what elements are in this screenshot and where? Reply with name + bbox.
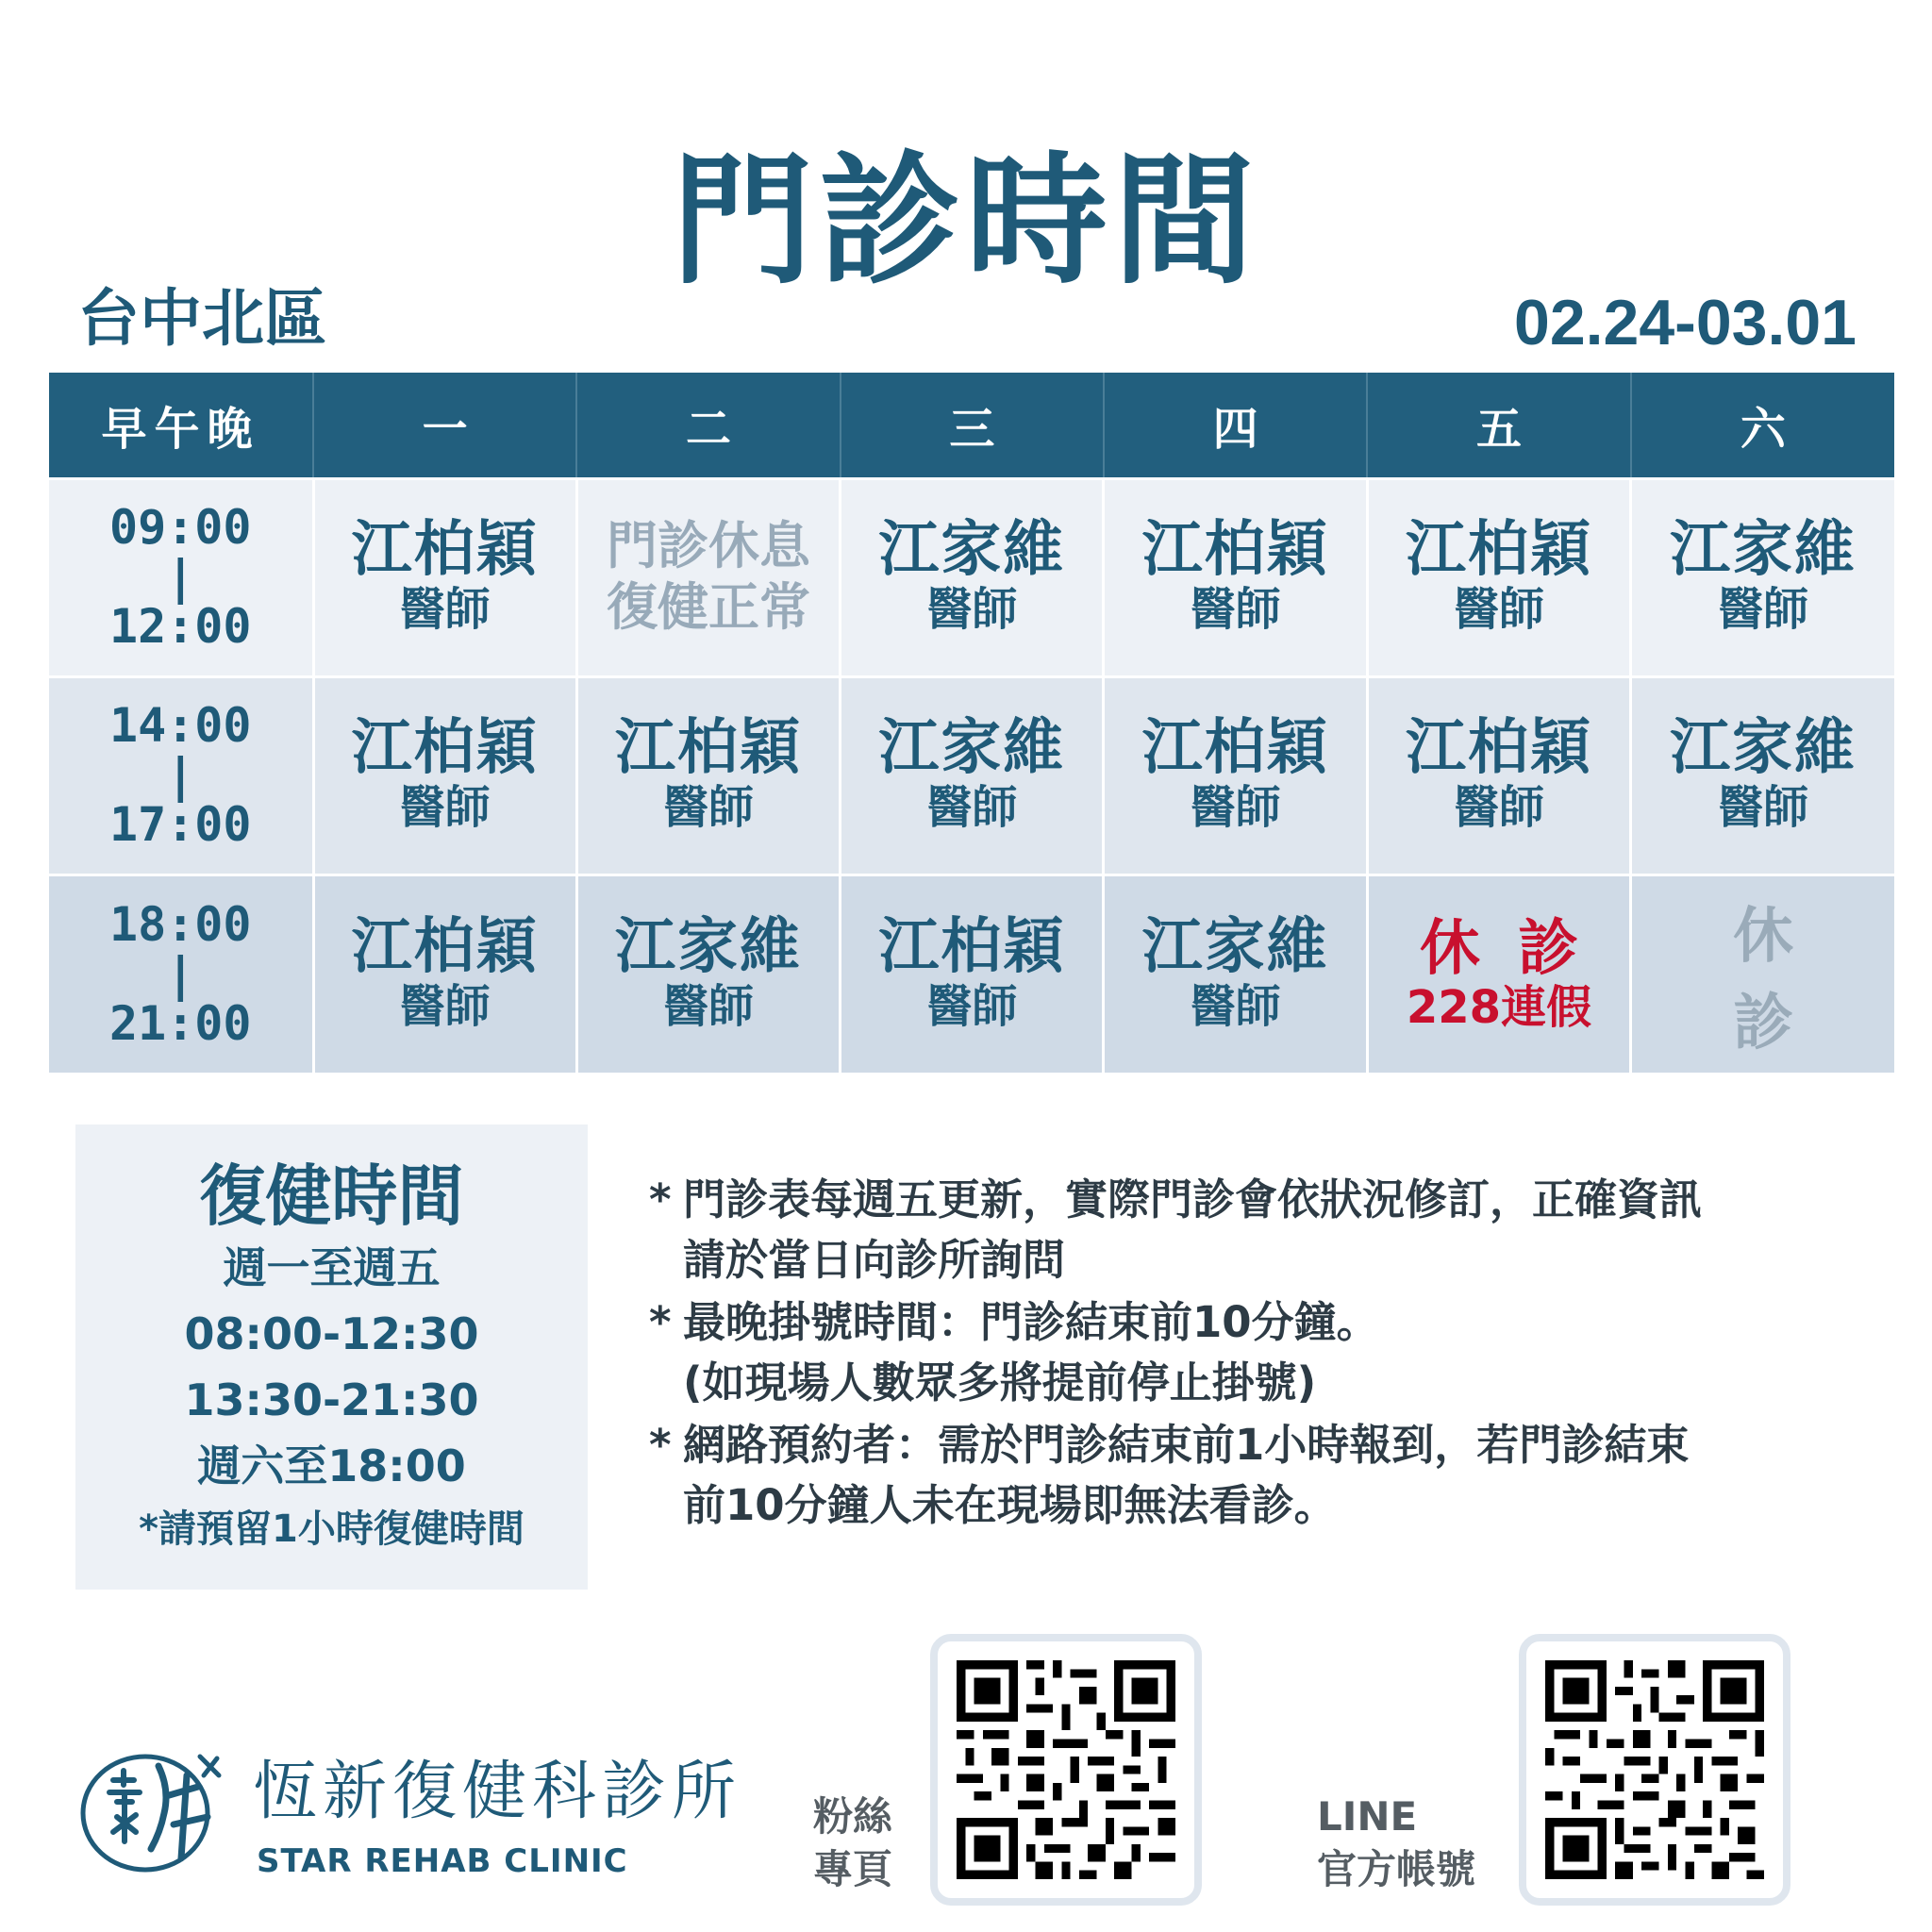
- schedule-cell: [313, 478, 576, 676]
- doctor-name: 江柏穎: [351, 713, 539, 783]
- date-range: 02.24-03.01: [1514, 287, 1857, 358]
- region-label: 台中北區: [77, 282, 326, 355]
- time-end: 17:00: [108, 797, 252, 853]
- clinic-schedule-table: [49, 373, 1894, 1073]
- doctor-name: 江家維: [614, 911, 802, 982]
- time-slot-cell: [49, 874, 313, 1073]
- doctor-name: 江柏穎: [878, 911, 1066, 982]
- notice-line: 前10分鐘人未在現場即無法看診。: [683, 1480, 1337, 1530]
- schedule-cell: [576, 874, 840, 1073]
- closed-label: 休診: [1733, 901, 1851, 1058]
- schedule-row-evening: [49, 874, 1894, 1073]
- doctor-name: 江柏穎: [614, 713, 802, 783]
- rehab-slot-afternoon: 13:30-21:30: [184, 1374, 479, 1425]
- doctor-title: 醫師: [1190, 583, 1281, 637]
- notice-line: 網路預約者：需於門診結束前1小時報到，若門診結束: [683, 1420, 1690, 1470]
- schedule-cell: [1367, 478, 1630, 676]
- doctor-name: 江家維: [878, 713, 1066, 783]
- schedule-cell: [841, 874, 1104, 1073]
- time-start: 18:00: [108, 897, 252, 952]
- doctor-title: 醫師: [1190, 781, 1281, 835]
- time-separator: |: [166, 946, 195, 1002]
- doctor-name: 江柏穎: [1141, 515, 1329, 585]
- time-slot-cell: [49, 676, 313, 874]
- day-header-sat: 六: [1631, 373, 1894, 478]
- notice-line: (如現場人數眾多將提前停止掛號): [683, 1357, 1317, 1407]
- qr-code-graphic: [1545, 1660, 1764, 1879]
- page-title: 門診時間: [671, 140, 1260, 304]
- schedule-cell: [313, 874, 576, 1073]
- doctor-title: 醫師: [1453, 583, 1544, 637]
- day-header-tue: 二: [576, 373, 840, 478]
- rehab-normal-note: 復健正常: [606, 577, 810, 637]
- doctor-title: 醫師: [1718, 781, 1809, 835]
- time-start: 09:00: [108, 500, 252, 556]
- time-separator: |: [166, 747, 195, 803]
- time-start: 14:00: [108, 698, 252, 754]
- doctor-name: 江家維: [1141, 911, 1329, 982]
- rehab-hours-box: [75, 1124, 588, 1590]
- doctor-title: 醫師: [926, 980, 1018, 1034]
- holiday-note: 228連假: [1406, 980, 1592, 1034]
- rehab-saturday: 週六至18:00: [197, 1440, 466, 1491]
- doctor-name: 江柏穎: [1141, 713, 1329, 783]
- schedule-cell: [576, 676, 840, 874]
- doctor-title: 醫師: [926, 781, 1018, 835]
- doctor-name: 江柏穎: [351, 515, 539, 585]
- notice-list: [651, 1170, 1877, 1538]
- doctor-title: 醫師: [926, 583, 1018, 637]
- qr-code-graphic: [957, 1660, 1175, 1879]
- fan-page-qr-code[interactable]: [930, 1634, 1202, 1906]
- day-header-thu: 四: [1104, 373, 1367, 478]
- doctor-name: 江家維: [1670, 713, 1857, 783]
- clinic-name-zh: 恆新復健科診所: [253, 1755, 742, 1829]
- schedule-cell: [1367, 676, 1630, 874]
- schedule-header-row: [49, 373, 1894, 478]
- notice-line: 請於當日向診所詢問: [683, 1235, 1066, 1285]
- day-header-fri: 五: [1367, 373, 1630, 478]
- doctor-name: 江柏穎: [1405, 713, 1592, 783]
- bullet: *: [649, 1174, 672, 1224]
- bullet: *: [649, 1420, 672, 1470]
- fan-page-label: [813, 1790, 892, 1896]
- doctor-title: 醫師: [399, 781, 491, 835]
- fan-page-label-line1: 粉絲: [813, 1793, 893, 1840]
- doctor-title: 醫師: [662, 980, 754, 1034]
- rehab-days: 週一至週五: [223, 1241, 441, 1293]
- schedule-row-morning: [49, 478, 1894, 676]
- time-end: 21:00: [108, 996, 252, 1051]
- doctor-title: 醫師: [1453, 781, 1544, 835]
- schedule-cell: [1631, 874, 1894, 1073]
- schedule-cell: [313, 676, 576, 874]
- doctor-title: 醫師: [1718, 583, 1809, 637]
- schedule-cell: [1367, 874, 1630, 1073]
- clinic-name-en: STAR REHAB CLINIC: [257, 1842, 628, 1880]
- time-separator: |: [166, 549, 195, 605]
- doctor-name: 江家維: [1670, 515, 1857, 585]
- notice-item: [651, 1170, 1877, 1291]
- doctor-title: 醫師: [399, 583, 491, 637]
- time-slot-cell: [49, 478, 313, 676]
- notice-item: [651, 1415, 1877, 1536]
- doctor-name: 江柏穎: [1405, 515, 1592, 585]
- closed-label: 休診: [1419, 914, 1616, 985]
- notice-line: 最晚掛號時間：門診結束前10分鐘。: [683, 1297, 1379, 1347]
- rehab-title: 復健時間: [199, 1158, 464, 1235]
- rehab-note: *請預留1小時復健時間: [139, 1507, 525, 1551]
- notice-line: 門診表每週五更新，實際門診會依狀況修訂，正確資訊: [683, 1174, 1703, 1224]
- clinic-logo-icon: [75, 1738, 236, 1879]
- schedule-cell: [1104, 478, 1367, 676]
- doctor-name: 江家維: [878, 515, 1066, 585]
- schedule-cell: [841, 676, 1104, 874]
- schedule-row-afternoon: [49, 676, 1894, 874]
- time-end: 12:00: [108, 599, 252, 655]
- rehab-slot-morning: 08:00-12:30: [184, 1307, 479, 1359]
- schedule-cell: [1631, 676, 1894, 874]
- doctor-title: 醫師: [1190, 980, 1281, 1034]
- clinic-rest-note: 門診休息: [606, 516, 810, 576]
- line-official-label: [1317, 1790, 1475, 1896]
- doctor-title: 醫師: [662, 781, 754, 835]
- line-label-line2: 官方帳號: [1317, 1846, 1476, 1892]
- schedule-cell: [1631, 478, 1894, 676]
- doctor-name: 江柏穎: [351, 911, 539, 982]
- notice-item: [651, 1292, 1877, 1413]
- day-header-wed: 三: [841, 373, 1104, 478]
- line-qr-code[interactable]: [1519, 1634, 1790, 1906]
- bullet: *: [649, 1297, 672, 1347]
- line-label-line1: LINE: [1317, 1793, 1418, 1840]
- schedule-cell: [1104, 874, 1367, 1073]
- day-header-mon: 一: [313, 373, 576, 478]
- schedule-cell: [576, 478, 840, 676]
- fan-page-label-line2: 專頁: [813, 1846, 893, 1892]
- corner-label: 早午晚: [49, 373, 313, 478]
- schedule-cell: [1104, 676, 1367, 874]
- schedule-cell: [841, 478, 1104, 676]
- doctor-title: 醫師: [399, 980, 491, 1034]
